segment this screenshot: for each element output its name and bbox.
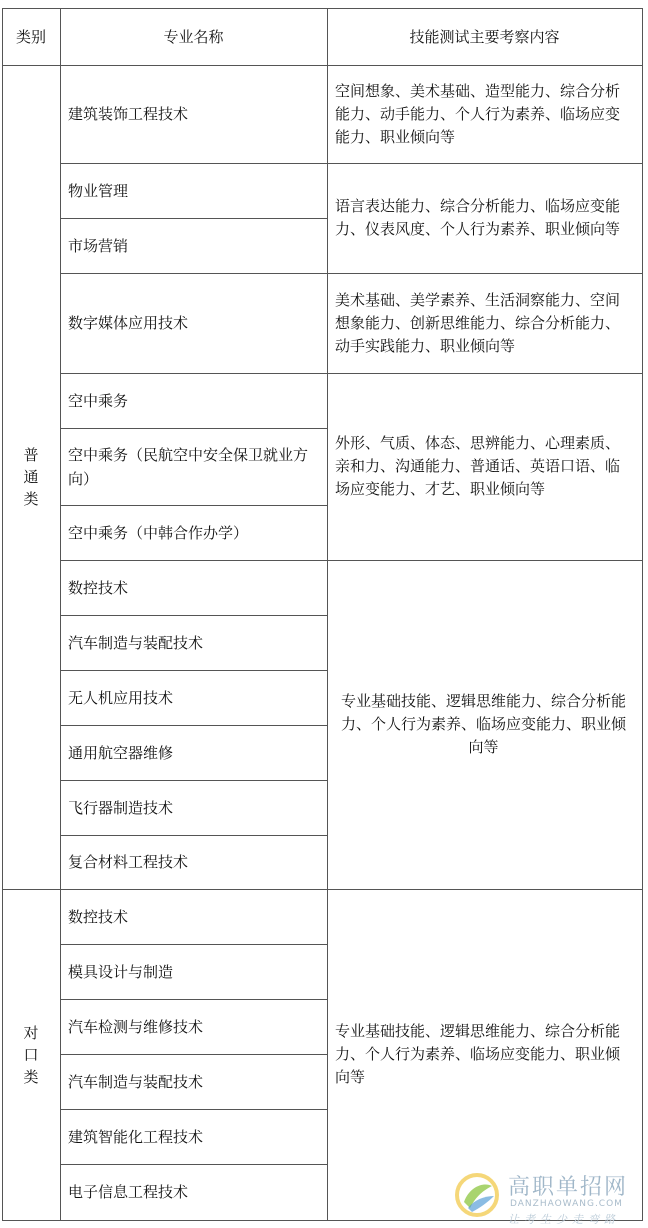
content-cell: 美术基础、美学素养、生活洞察能力、空间想象能力、创新思维能力、综合分析能力、动手实践能力、职业倾向等 [335, 290, 621, 355]
content-cell: 语言表达能力、综合分析能力、临场应变能力、仪表风度、个人行为素养、职业倾向等 [335, 197, 621, 238]
watermark-title: 高职单招网 [508, 1175, 629, 1200]
content-cell: 空间想象、美术基础、造型能力、综合分析能力、动手能力、个人行为素养、临场应变能力、职业倾向等 [335, 81, 621, 146]
grid-line [60, 218, 327, 219]
major-cell: 汽车检测与维修技术 [68, 1017, 204, 1036]
grid-line [2, 889, 643, 890]
major-cell: 无人机应用技术 [68, 688, 174, 707]
header-category: 类别 [15, 28, 46, 46]
major-cell: 数控技术 [68, 907, 129, 926]
grid-line [60, 835, 327, 836]
major-cell: 汽车制造与装配技术 [68, 1072, 204, 1091]
major-cell: 数字媒体应用技术 [68, 314, 189, 332]
grid-line [60, 428, 327, 429]
site-watermark [452, 1168, 648, 1228]
watermark-url: DANZHAOWANG.COM [510, 1199, 623, 1209]
major-cell: 通用航空器维修 [68, 743, 174, 762]
major-cell: 建筑装饰工程技术 [68, 105, 189, 123]
category-vocational-label: 对 口 类 [23, 1023, 39, 1086]
grid-line [642, 8, 643, 1221]
grid-line [60, 725, 327, 726]
grid-line [60, 560, 643, 561]
grid-line [327, 8, 328, 1221]
major-cell: 市场营销 [68, 236, 129, 255]
major-cell: 建筑智能化工程技术 [68, 1127, 204, 1146]
content-cell: 专业基础技能、逻辑思维能力、综合分析能力、个人行为素养、临场应变能力、职业倾向等 [340, 692, 626, 756]
grid-line [60, 670, 327, 671]
grid-line [60, 615, 327, 616]
grid-line [60, 505, 327, 506]
grid-line [60, 273, 643, 274]
watermark-slogan: 让考生少走弯路 [508, 1213, 620, 1226]
major-cell: 空中乘务（中韩合作办学） [68, 523, 249, 542]
major-cell: 电子信息工程技术 [68, 1183, 189, 1201]
category-vocational [2, 889, 60, 1220]
category-general-label: 普 通 类 [23, 446, 39, 508]
grid-line [60, 373, 643, 374]
major-cell: 空中乘务（民航空中安全保卫就业方向） [68, 445, 309, 488]
major-cell: 飞行器制造技术 [68, 798, 174, 817]
major-cell: 空中乘务 [68, 391, 129, 410]
grid-line [60, 944, 327, 945]
grid-line [60, 1109, 327, 1110]
grid-line [60, 780, 327, 781]
major-cell: 复合材料工程技术 [68, 853, 189, 871]
grid-line [60, 163, 643, 164]
grid-line [2, 65, 643, 66]
content-cell: 专业基础技能、逻辑思维能力、综合分析能力、个人行为素养、临场应变能力、职业倾向等 [335, 1022, 621, 1086]
grid-line [60, 1164, 327, 1165]
grid-line [2, 8, 643, 9]
major-cell: 数控技术 [68, 578, 129, 597]
category-general [2, 65, 60, 889]
header-content: 技能测试主要考察内容 [409, 28, 560, 46]
grid-line [60, 8, 61, 1221]
site-logo-icon [454, 1172, 500, 1218]
grid-line [2, 8, 3, 1221]
grid-line [60, 1054, 327, 1055]
major-cell: 物业管理 [68, 181, 129, 200]
major-cell: 模具设计与制造 [68, 962, 174, 981]
grid-line [60, 999, 327, 1000]
header-major: 专业名称 [163, 28, 224, 46]
content-cell: 外形、气质、体态、思辨能力、心理素质、亲和力、沟通能力、普通话、英语口语、临场应变能力、才艺、职业倾向等 [335, 434, 621, 498]
major-cell: 汽车制造与装配技术 [68, 633, 204, 652]
